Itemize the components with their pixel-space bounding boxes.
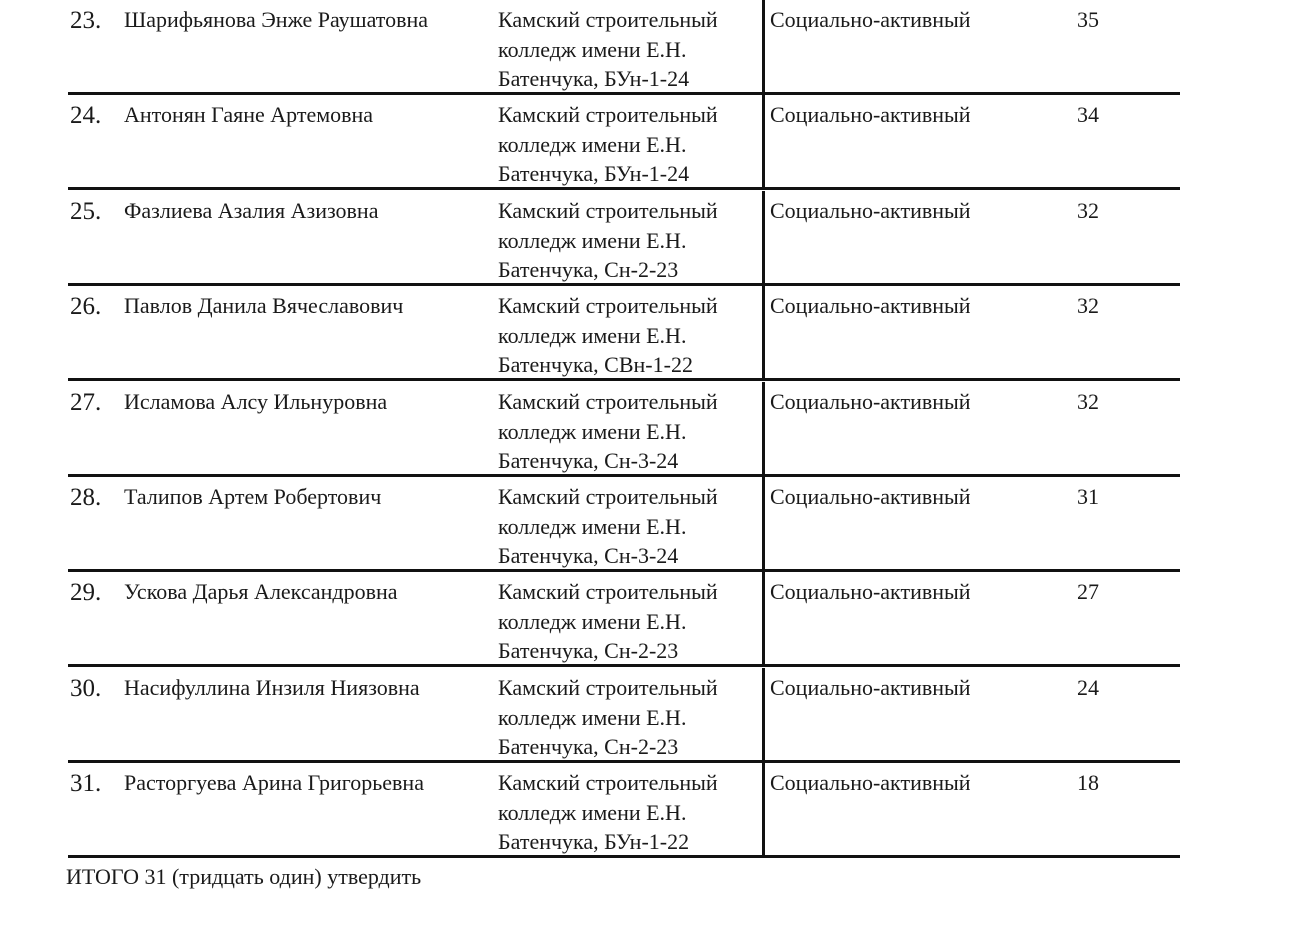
row-number: 27. <box>70 389 102 416</box>
organization-line: Батенчука, Сн-2-23 <box>498 638 679 663</box>
score-value: 32 <box>1077 293 1099 318</box>
nomination-category: Социально-активный <box>770 389 971 414</box>
table-row <box>68 382 1180 477</box>
column-divider <box>762 382 765 477</box>
organization-line: Камский строительный <box>498 293 718 318</box>
score-value: 27 <box>1077 579 1099 604</box>
organization-line: Камский строительный <box>498 579 718 604</box>
nomination-category: Социально-активный <box>770 293 971 318</box>
organization-line: колледж имени Е.Н. <box>498 131 687 157</box>
organization-line: колледж имени Е.Н. <box>498 322 687 348</box>
score-value: 31 <box>1077 484 1099 509</box>
organization-line: колледж имени Е.Н. <box>498 513 687 539</box>
row-number: 25. <box>70 198 102 225</box>
organization-line: Батенчука, Сн-3-24 <box>498 448 679 473</box>
organization-group <box>498 100 763 189</box>
column-divider <box>762 95 765 190</box>
participant-name: Антонян Гаяне Артемовна <box>124 102 374 127</box>
row-number: 26. <box>70 293 102 320</box>
column-divider <box>762 477 765 572</box>
organization-line: Батенчука, Сн-3-24 <box>498 543 679 568</box>
organization-group <box>498 482 763 571</box>
organization-line: Камский строительный <box>498 198 718 223</box>
nomination-category: Социально-активный <box>770 198 971 223</box>
organization-group <box>498 196 763 285</box>
column-divider <box>762 191 765 286</box>
organization-group <box>498 387 763 476</box>
participant-name: Павлов Данила Вячеславович <box>124 293 404 318</box>
nomination-category: Социально-активный <box>770 7 971 32</box>
organization-line: Камский строительный <box>498 7 718 32</box>
organization-group <box>498 768 763 857</box>
column-divider <box>762 668 765 763</box>
organization-line: Батенчука, Сн-2-23 <box>498 734 679 759</box>
column-divider <box>762 0 765 95</box>
row-number: 23. <box>70 7 102 34</box>
organization-line: Камский строительный <box>498 102 718 127</box>
organization-line: Батенчука, БУн-1-22 <box>498 829 690 854</box>
row-number: 31. <box>70 770 102 797</box>
organization-group <box>498 673 763 762</box>
score-value: 24 <box>1077 675 1099 700</box>
table-row <box>68 763 1180 858</box>
organization-line: Камский строительный <box>498 675 718 700</box>
row-number: 24. <box>70 102 102 129</box>
table-row <box>68 95 1180 190</box>
score-value: 32 <box>1077 198 1099 223</box>
organization-group <box>498 291 763 380</box>
nomination-category: Социально-активный <box>770 770 971 795</box>
table-row <box>68 0 1180 95</box>
table-row <box>68 477 1180 572</box>
organization-line: колледж имени Е.Н. <box>498 704 687 730</box>
nomination-category: Социально-активный <box>770 102 971 127</box>
table-row <box>68 286 1180 381</box>
participant-name: Ускова Дарья Александровна <box>124 579 398 604</box>
row-number: 28. <box>70 484 102 511</box>
organization-line: Батенчука, Сн-2-23 <box>498 257 679 282</box>
organization-group <box>498 5 763 94</box>
organization-line: колледж имени Е.Н. <box>498 227 687 253</box>
participant-name: Насифуллина Инзиля Ниязовна <box>124 675 420 700</box>
participant-name: Фазлиева Азалия Азизовна <box>124 198 379 223</box>
nomination-category: Социально-активный <box>770 675 971 700</box>
participant-name: Шарифьянова Энже Раушатовна <box>124 7 429 32</box>
organization-line: Камский строительный <box>498 389 718 414</box>
score-value: 34 <box>1077 102 1099 127</box>
row-number: 30. <box>70 675 102 702</box>
nomination-category: Социально-активный <box>770 579 971 604</box>
participant-name: Исламова Алсу Ильнуровна <box>124 389 388 414</box>
organization-line: колледж имени Е.Н. <box>498 799 687 825</box>
organization-line: колледж имени Е.Н. <box>498 36 687 62</box>
organization-line: Батенчука, СВн-1-22 <box>498 352 693 377</box>
nomination-category: Социально-активный <box>770 484 971 509</box>
score-value: 32 <box>1077 389 1099 414</box>
column-divider <box>762 286 765 381</box>
organization-line: Камский строительный <box>498 484 718 509</box>
column-divider <box>762 572 765 667</box>
table-row <box>68 191 1180 286</box>
organization-line: колледж имени Е.Н. <box>498 608 687 634</box>
row-number: 29. <box>70 579 102 606</box>
table-row <box>68 572 1180 667</box>
organization-line: Камский строительный <box>498 770 718 795</box>
column-divider <box>762 763 765 858</box>
score-value: 35 <box>1077 7 1099 32</box>
score-value: 18 <box>1077 770 1099 795</box>
participant-name: Расторгуева Арина Григорьевна <box>124 770 424 795</box>
organization-group <box>498 577 763 666</box>
organization-line: Батенчука, БУн-1-24 <box>498 66 690 91</box>
total-line: ИТОГО 31 (тридцать один) утвердить <box>66 864 422 889</box>
participant-name: Талипов Артем Робертович <box>124 484 382 509</box>
organization-line: Батенчука, БУн-1-24 <box>498 161 690 186</box>
table-row <box>68 668 1180 763</box>
organization-line: колледж имени Е.Н. <box>498 418 687 444</box>
